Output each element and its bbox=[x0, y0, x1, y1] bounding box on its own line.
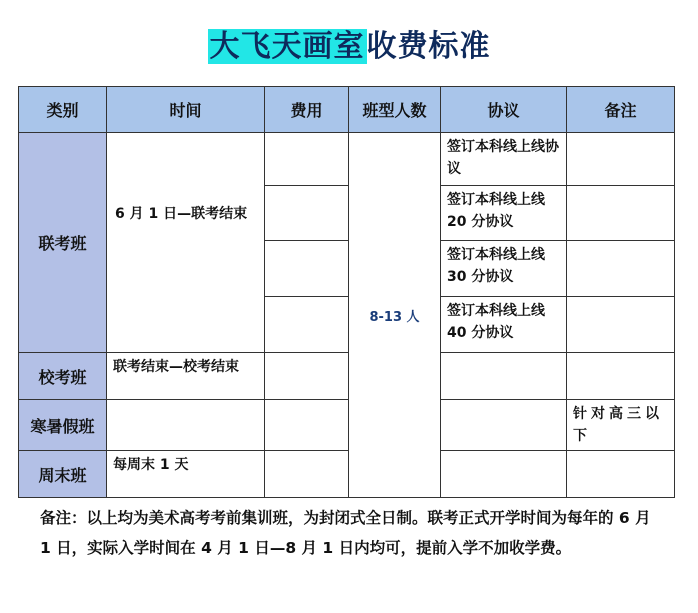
fee-cell bbox=[265, 186, 349, 241]
header-fee: 费用 bbox=[265, 87, 349, 133]
remark-cell bbox=[567, 353, 675, 400]
fee-cell bbox=[265, 353, 349, 400]
agreement-text: 签订本科线上线协议 bbox=[447, 139, 559, 177]
header-remark: 备注 bbox=[567, 87, 675, 133]
header-class-size: 班型人数 bbox=[349, 87, 441, 133]
header-category: 类别 bbox=[19, 87, 107, 133]
title-highlight: 大飞天画室 bbox=[209, 29, 365, 64]
category-weekend: 周末班 bbox=[19, 451, 107, 498]
fee-cell bbox=[265, 400, 349, 451]
agreement-cell bbox=[441, 353, 567, 400]
agreement-text: 签订本科线上线 30 分协议 bbox=[447, 247, 545, 285]
page-title bbox=[208, 18, 491, 76]
agreement-cell bbox=[441, 297, 567, 353]
remark-cell bbox=[567, 297, 675, 353]
remark-holiday-text: 针对高三以下 bbox=[573, 406, 663, 444]
title-area bbox=[0, 18, 698, 76]
remark-cell bbox=[567, 186, 675, 241]
header-agreement: 协议 bbox=[441, 87, 567, 133]
category-school: 校考班 bbox=[19, 353, 107, 400]
time-joint-text: 6 月 1 日—联考结束 bbox=[115, 206, 248, 222]
title-rest: 收费标准 bbox=[366, 29, 491, 64]
class-size-cell: 8-13 人 bbox=[349, 133, 441, 498]
table-row bbox=[19, 353, 675, 400]
time-school-text: 联考结束—校考结束 bbox=[113, 359, 239, 375]
fee-cell bbox=[265, 297, 349, 353]
table-row bbox=[19, 451, 675, 498]
fee-table bbox=[18, 86, 675, 498]
remark-holiday bbox=[567, 400, 675, 451]
footnote: 备注：以上均为美术高考考前集训班，为封闭式全日制。联考正式开学时间为每年的 6 月 1 日，实际入学时间在 4 月 1 日—8 月 1 日内均可，提前入学不加收学费。 bbox=[40, 509, 651, 557]
remark-cell bbox=[567, 133, 675, 186]
header-time: 时间 bbox=[107, 87, 265, 133]
fee-cell bbox=[265, 451, 349, 498]
table-row bbox=[19, 400, 675, 451]
agreement-cell bbox=[441, 451, 567, 498]
category-joint: 联考班 bbox=[19, 133, 107, 353]
agreement-cell bbox=[441, 241, 567, 297]
time-weekend bbox=[107, 451, 265, 498]
agreement-text: 签订本科线上线 20 分协议 bbox=[447, 192, 545, 230]
fee-cell bbox=[265, 241, 349, 297]
header-row bbox=[19, 87, 675, 133]
agreement-cell bbox=[441, 186, 567, 241]
remark-cell bbox=[567, 241, 675, 297]
fee-cell bbox=[265, 133, 349, 186]
table-row bbox=[19, 133, 675, 186]
time-joint bbox=[107, 133, 265, 353]
time-holiday bbox=[107, 400, 265, 451]
time-school bbox=[107, 353, 265, 400]
category-holiday: 寒暑假班 bbox=[19, 400, 107, 451]
agreement-cell bbox=[441, 133, 567, 186]
time-weekend-text: 每周末 1 天 bbox=[113, 457, 189, 473]
agreement-cell bbox=[441, 400, 567, 451]
agreement-text: 签订本科线上线 40 分协议 bbox=[447, 303, 545, 341]
remark-cell bbox=[567, 451, 675, 498]
